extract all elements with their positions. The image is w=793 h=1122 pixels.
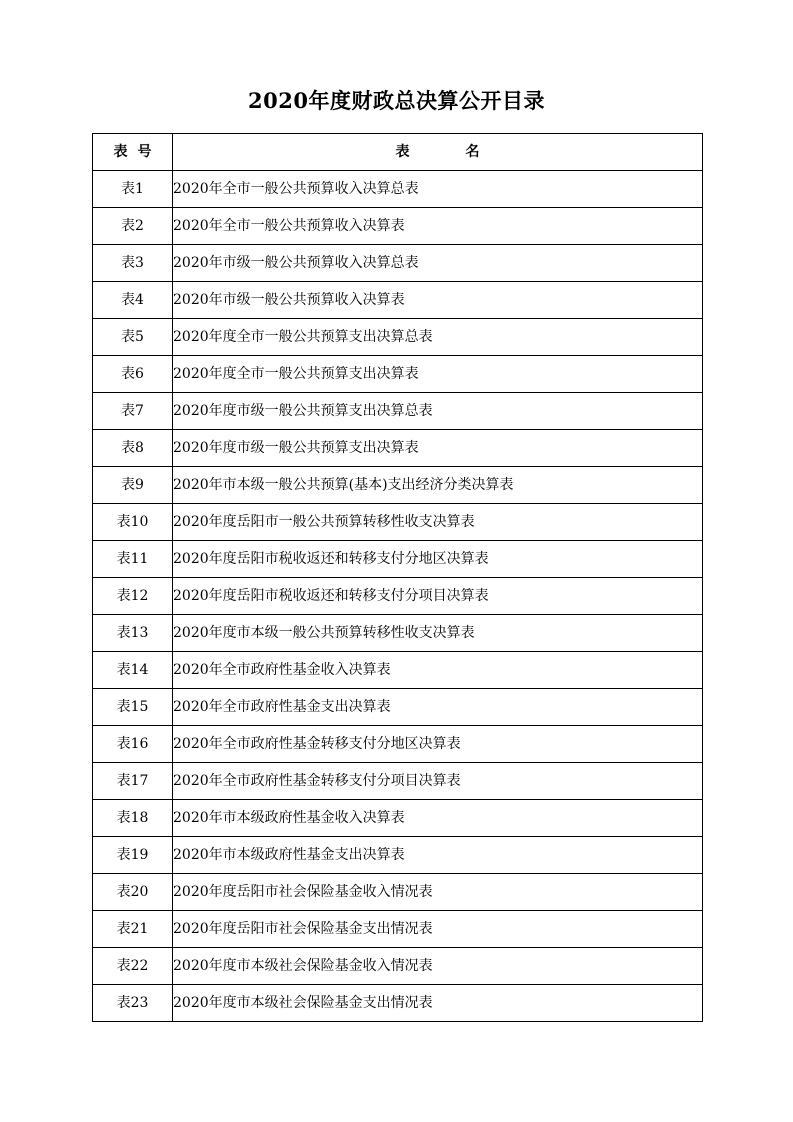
table-name-cell: 2020年全市政府性基金转移支付分地区决算表 — [173, 726, 703, 763]
table-number-cell: 表12 — [93, 578, 173, 615]
catalog-table — [92, 133, 703, 1022]
table-number-cell: 表18 — [93, 800, 173, 837]
column-header-no — [93, 134, 173, 171]
table-number-cell: 表11 — [93, 541, 173, 578]
table-number-cell: 表2 — [93, 208, 173, 245]
table-row — [93, 356, 703, 393]
table-number-cell: 表22 — [93, 948, 173, 985]
table-row — [93, 208, 703, 245]
table-number-cell: 表17 — [93, 763, 173, 800]
table-number-cell: 表10 — [93, 504, 173, 541]
table-name-cell: 2020年全市一般公共预算收入决算表 — [173, 208, 703, 245]
table-row — [93, 874, 703, 911]
table-row — [93, 578, 703, 615]
table-name-cell: 2020年度岳阳市税收返还和转移支付分地区决算表 — [173, 541, 703, 578]
table-number-cell: 表1 — [93, 171, 173, 208]
table-number-cell: 表15 — [93, 689, 173, 726]
page-title: 2020年度财政总决算公开目录 — [248, 88, 545, 113]
table-row — [93, 541, 703, 578]
table-name-cell: 2020年度市本级社会保险基金收入情况表 — [173, 948, 703, 985]
table-number-cell: 表9 — [93, 467, 173, 504]
table-name-cell: 2020年度市本级一般公共预算转移性收支决算表 — [173, 615, 703, 652]
table-name-cell: 2020年度岳阳市社会保险基金支出情况表 — [173, 911, 703, 948]
table-name-cell: 2020年度岳阳市社会保险基金收入情况表 — [173, 874, 703, 911]
table-number-cell: 表6 — [93, 356, 173, 393]
table-row — [93, 467, 703, 504]
table-row — [93, 319, 703, 356]
table-name-cell: 2020年全市政府性基金收入决算表 — [173, 652, 703, 689]
table-name-cell: 2020年市本级一般公共预算(基本)支出经济分类决算表 — [173, 467, 703, 504]
table-row — [93, 985, 703, 1022]
table-row — [93, 726, 703, 763]
table-number-cell: 表21 — [93, 911, 173, 948]
table-name-cell: 2020年市本级政府性基金支出决算表 — [173, 837, 703, 874]
table-name-cell: 2020年度市本级社会保险基金支出情况表 — [173, 985, 703, 1022]
table-name-cell: 2020年市级一般公共预算收入决算表 — [173, 282, 703, 319]
table-number-cell: 表4 — [93, 282, 173, 319]
table-row — [93, 652, 703, 689]
table-number-cell: 表8 — [93, 430, 173, 467]
table-name-cell: 2020年度全市一般公共预算支出决算表 — [173, 356, 703, 393]
table-row — [93, 911, 703, 948]
table-number-cell: 表23 — [93, 985, 173, 1022]
table-row — [93, 171, 703, 208]
table-row — [93, 615, 703, 652]
table-name-cell: 2020年度市级一般公共预算支出决算表 — [173, 430, 703, 467]
table-name-cell: 2020年度岳阳市一般公共预算转移性收支决算表 — [173, 504, 703, 541]
table-number-cell: 表16 — [93, 726, 173, 763]
table-number-cell: 表13 — [93, 615, 173, 652]
column-header-no-label: 表号 — [113, 144, 162, 160]
table-name-cell: 2020年市本级政府性基金收入决算表 — [173, 800, 703, 837]
table-name-cell: 2020年市级一般公共预算收入决算总表 — [173, 245, 703, 282]
table-number-cell: 表14 — [93, 652, 173, 689]
table-number-cell: 表19 — [93, 837, 173, 874]
table-row — [93, 689, 703, 726]
table-row — [93, 282, 703, 319]
table-number-cell: 表5 — [93, 319, 173, 356]
table-name-cell: 2020年度全市一般公共预算支出决算总表 — [173, 319, 703, 356]
table-row — [93, 837, 703, 874]
table-number-cell: 表7 — [93, 393, 173, 430]
column-header-name — [173, 134, 703, 171]
table-name-cell: 2020年全市政府性基金支出决算表 — [173, 689, 703, 726]
table-row — [93, 800, 703, 837]
table-name-cell: 2020年度市级一般公共预算支出决算总表 — [173, 393, 703, 430]
table-row — [93, 245, 703, 282]
table-number-cell: 表3 — [93, 245, 173, 282]
table-row — [93, 763, 703, 800]
column-header-name-label: 表名 — [395, 144, 536, 160]
table-name-cell: 2020年度岳阳市税收返还和转移支付分项目决算表 — [173, 578, 703, 615]
table-header-row — [93, 134, 703, 171]
table-row — [93, 430, 703, 467]
table-name-cell: 2020年全市政府性基金转移支付分项目决算表 — [173, 763, 703, 800]
table-number-cell: 表20 — [93, 874, 173, 911]
table-body — [93, 171, 703, 1022]
table-row — [93, 504, 703, 541]
table-name-cell: 2020年全市一般公共预算收入决算总表 — [173, 171, 703, 208]
table-row — [93, 948, 703, 985]
table-row — [93, 393, 703, 430]
